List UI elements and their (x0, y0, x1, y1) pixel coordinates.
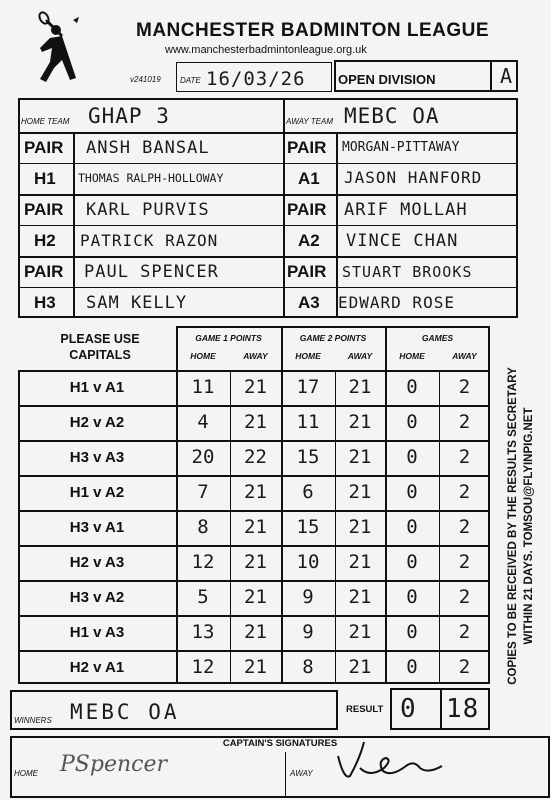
badminton-player-logo (28, 8, 88, 88)
score-cell-ga: 2 (458, 376, 471, 398)
score-cell-g2h: 8 (302, 656, 314, 678)
score-cell-g1a: 21 (244, 656, 267, 678)
date-label: DATE (180, 76, 201, 85)
score-cell-gh: 0 (406, 481, 418, 503)
home-h3-player2: SAM KELLY (86, 293, 188, 313)
score-cell-g1a: 21 (244, 411, 267, 433)
games-home-header: HOME (399, 351, 425, 361)
copies-note-line1: COPIES TO BE RECEIVED BY THE RESULTS SECRETARY (507, 367, 519, 685)
score-cell-g1h: 11 (191, 376, 215, 398)
score-cell-gh: 0 (406, 446, 418, 468)
game2-away-header: AWAY (347, 351, 373, 361)
score-cell-g1a: 22 (244, 446, 267, 468)
score-cell-ga: 2 (458, 621, 471, 643)
away-a3-player1: STUART BROOKS (342, 263, 473, 281)
score-cell-g1a: 21 (244, 376, 267, 398)
game1-header: GAME 1 POINTS (195, 333, 262, 343)
home-signature: PSpencer (60, 752, 168, 777)
away-a1-code: A1 (298, 169, 320, 188)
match-label: H3 v A2 (69, 589, 125, 606)
league-title: MANCHESTER BADMINTON LEAGUE (136, 20, 490, 41)
winners-value: MEBC OA (70, 700, 180, 724)
score-cell-gh: 0 (406, 656, 418, 678)
score-cell-gh: 0 (406, 376, 418, 398)
score-cell-g2a: 21 (348, 446, 372, 468)
score-cell-ga: 2 (458, 411, 471, 433)
home-h2-player1: KARL PURVIS (86, 200, 210, 220)
home-team-label: HOME TEAM (21, 117, 70, 126)
score-cell-g2h: 10 (296, 551, 320, 573)
score-cell-g1h: 4 (197, 411, 209, 433)
match-label: H2 v A3 (69, 554, 125, 571)
score-cell-g1a: 21 (244, 551, 267, 573)
match-label: H2 v A1 (69, 659, 125, 676)
score-cell-ga: 2 (458, 586, 471, 608)
score-cell-ga: 2 (458, 446, 471, 468)
score-cell-g2h: 11 (296, 411, 320, 433)
game2-home-header: HOME (295, 351, 321, 361)
away-pair-label: PAIR (287, 262, 327, 281)
away-a3-player2: EDWARD ROSE (338, 293, 455, 312)
score-cell-g2h: 9 (302, 621, 314, 643)
score-cell-g2a: 21 (348, 376, 372, 398)
score-cell-g1h: 5 (197, 586, 209, 608)
score-cell-g2h: 17 (296, 376, 320, 398)
score-cell-ga: 2 (458, 516, 471, 538)
score-cell-g2h: 6 (302, 481, 314, 503)
match-label: H1 v A1 (69, 379, 125, 396)
away-a1-player2: JASON HANFORD (344, 168, 483, 187)
away-pair-label: PAIR (287, 200, 327, 219)
home-h1-player2: THOMAS RALPH-HOLLOWAY (78, 171, 224, 185)
signatures-label: CAPTAIN'S SIGNATURES (222, 738, 338, 749)
winners-label: WINNERS (14, 716, 52, 725)
score-cell-gh: 0 (406, 621, 418, 643)
league-website: www.manchesterbadmintonleague.org.uk (165, 44, 367, 56)
score-cell-g2h: 9 (302, 586, 314, 608)
home-h3-player1: PAUL SPENCER (84, 262, 219, 282)
away-team-label: AWAY TEAM (286, 117, 333, 126)
score-cell-g1a: 21 (244, 481, 267, 503)
game2-header: GAME 2 POINTS (299, 333, 367, 343)
home-h2-player2: PATRICK RAZON (80, 231, 219, 250)
away-a1-player1: MORGAN-PITTAWAY (342, 140, 460, 155)
away-a2-player2: VINCE CHAN (346, 231, 459, 251)
score-cell-g1h: 12 (191, 551, 215, 573)
home-pair-label: PAIR (24, 262, 64, 281)
division-label: OPEN DIVISION (338, 72, 436, 87)
score-cell-g2a: 21 (348, 481, 372, 503)
score-cell-gh: 0 (406, 586, 418, 608)
away-pair-label: PAIR (287, 138, 327, 157)
away-a2-player1: ARIF MOLLAH (344, 200, 468, 220)
score-cell-ga: 2 (458, 481, 471, 503)
copies-note-line2: WITHIN 21 DAYS. TOMSOU@FLYINPIG.NET (523, 407, 535, 645)
match-label: H3 v A1 (69, 519, 125, 536)
away-signature (330, 738, 470, 786)
score-cell-gh: 0 (406, 411, 418, 433)
home-signature-label: HOME (14, 769, 38, 778)
score-cell-g1a: 21 (244, 621, 267, 643)
score-cell-gh: 0 (406, 551, 418, 573)
games-away-header: AWAY (452, 351, 477, 361)
match-label: H1 v A3 (69, 624, 125, 641)
score-cell-g1h: 8 (197, 516, 209, 538)
score-cell-ga: 2 (458, 551, 471, 573)
home-h2-code: H2 (34, 231, 56, 250)
score-cell-g1h: 7 (197, 481, 209, 503)
form-version: v241019 (130, 75, 161, 84)
score-cell-g1h: 13 (191, 621, 215, 643)
score-cell-g2h: 15 (296, 516, 320, 538)
away-signature-label: AWAY (290, 769, 313, 778)
score-cell-g1h: 20 (191, 446, 215, 468)
score-cell-g2a: 21 (348, 621, 372, 643)
score-cell-g2h: 15 (296, 446, 320, 468)
away-a2-code: A2 (298, 231, 320, 250)
game1-home-header: HOME (190, 351, 216, 361)
score-cell-ga: 2 (458, 656, 471, 678)
score-cell-g2a: 21 (348, 516, 372, 538)
capitals-instruction: PLEASE USE CAPITALS (60, 332, 140, 362)
score-cell-g2a: 21 (348, 551, 372, 573)
match-label: H1 v A2 (69, 484, 125, 501)
result-home: 0 (400, 694, 417, 724)
home-pair-label: PAIR (24, 138, 64, 157)
away-a3-code: A3 (298, 293, 320, 312)
result-label: RESULT (346, 704, 384, 715)
games-header: GAMES (421, 333, 454, 343)
score-cell-g1a: 21 (244, 516, 267, 538)
score-cell-g2a: 21 (348, 411, 372, 433)
away-team-value: MEBC OA (344, 104, 440, 128)
match-label: H2 v A2 (69, 414, 125, 431)
game1-away-header: AWAY (243, 351, 268, 361)
result-away: 18 (446, 694, 480, 724)
date-value: 16/03/26 (206, 68, 306, 90)
score-cell-g1h: 12 (191, 656, 215, 678)
home-h3-code: H3 (34, 293, 56, 312)
home-team-value: GHAP 3 (88, 104, 170, 128)
score-cell-gh: 0 (406, 516, 418, 538)
home-h1-player1: ANSH BANSAL (86, 138, 210, 158)
home-h1-code: H1 (34, 169, 56, 188)
home-pair-label: PAIR (24, 200, 64, 219)
division-value: A (500, 64, 514, 88)
score-cell-g2a: 21 (348, 586, 372, 608)
score-cell-g2a: 21 (348, 656, 372, 678)
match-label: H3 v A3 (69, 449, 125, 466)
score-cell-g1a: 21 (244, 586, 267, 608)
